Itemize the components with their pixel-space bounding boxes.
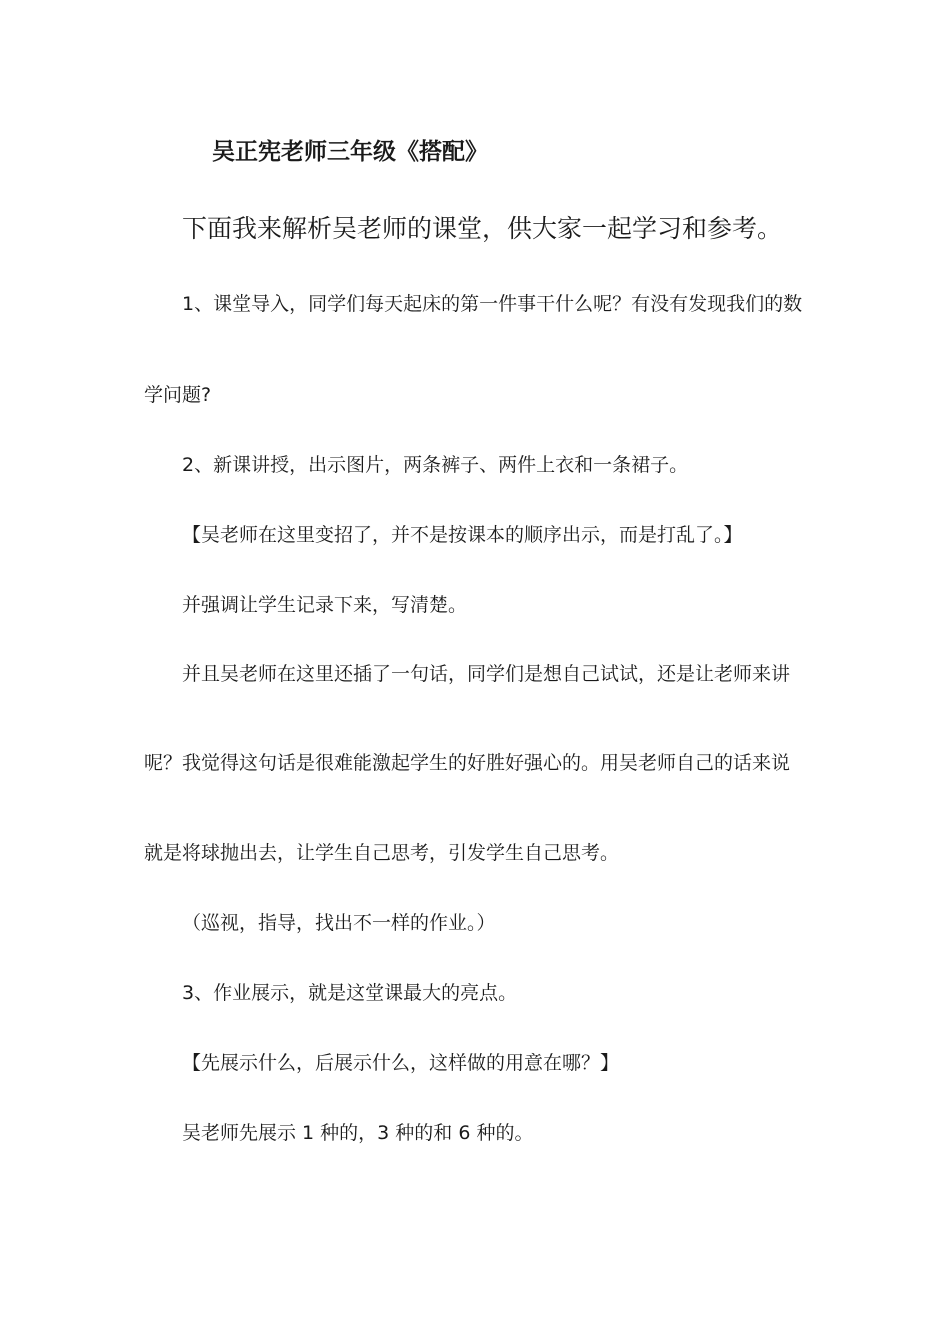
paragraph-line: 就是将球抛出去，让学生自己思考，引发学生自己思考。	[144, 842, 620, 864]
document-title: 吴正宪老师三年级《搭配》	[212, 139, 488, 165]
paragraph-line: （巡视，指导，找出不一样的作业。）	[182, 912, 496, 934]
document-subtitle: 下面我来解析吴老师的课堂，供大家一起学习和参考。	[182, 214, 783, 243]
paragraph-line: 【吴老师在这里变招了，并不是按课本的顺序出示，而是打乱了。】	[182, 524, 743, 546]
paragraph-line: 1、课堂导入，同学们每天起床的第一件事干什么呢？有没有发现我们的数	[182, 293, 803, 315]
paragraph-line: 3、作业展示，就是这堂课最大的亮点。	[182, 982, 518, 1004]
paragraph-line: 吴老师先展示 1 种的，3 种的和 6 种的。	[182, 1122, 534, 1144]
paragraph-line: 呢？我觉得这句话是很难能激起学生的好胜好强心的。用吴老师自己的话来说	[144, 752, 791, 774]
paragraph-line: 并强调让学生记录下来，写清楚。	[182, 594, 468, 616]
paragraph-line: 学问题?	[144, 384, 212, 406]
paragraph-line: 【先展示什么，后展示什么，这样做的用意在哪？】	[182, 1052, 620, 1074]
paragraph-line: 并且吴老师在这里还插了一句话，同学们是想自己试试，还是让老师来讲	[182, 663, 791, 685]
paragraph-line: 2、新课讲授，出示图片，两条裤子、两件上衣和一条裙子。	[182, 454, 689, 476]
